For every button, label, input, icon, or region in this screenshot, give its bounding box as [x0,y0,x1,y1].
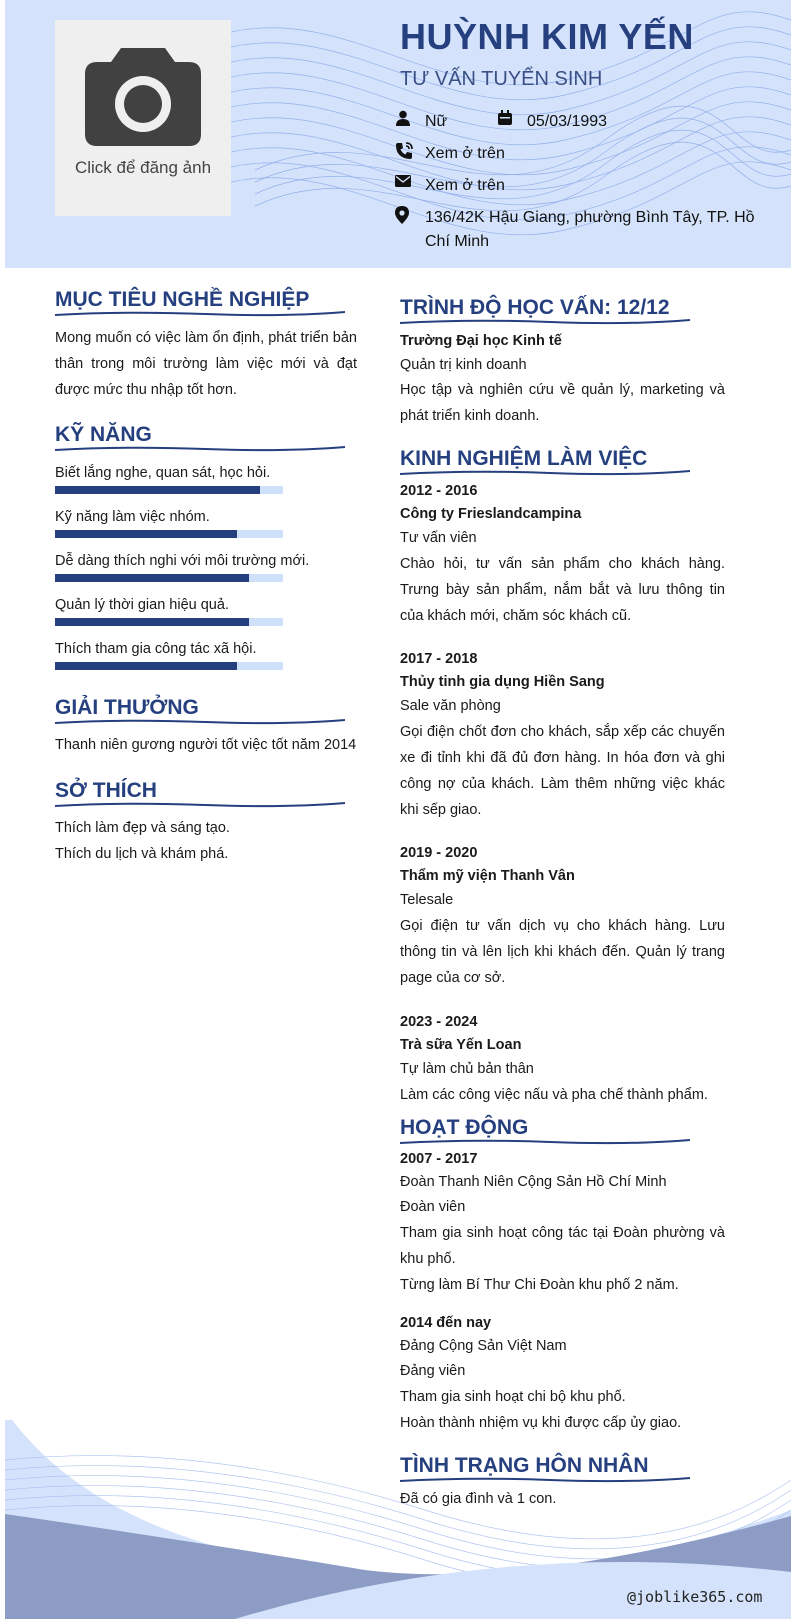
activity-period: 2014 đến nay [400,1315,492,1331]
education-major: Quản trị kinh doanh [400,357,527,373]
watermark: @joblike365.com [627,1588,763,1606]
experience-position: Tự làm chủ bản thân [400,1061,534,1077]
experience-period: 2023 - 2024 [400,1014,478,1030]
calendar-icon [497,110,527,131]
skill-label: Biết lắng nghe, quan sát, học hỏi. [55,465,271,481]
awards-title: GIẢI THƯỞNG [55,696,199,719]
email-value: Xem ở trên [425,177,505,194]
experience-description: Gọi điện tư vấn dịch vụ cho khách hàng. Lưu thông tin và lên lịch khi khách đến. Quản lý trang page của cơ sở. [400,918,725,986]
activity-role: Đoàn viên [400,1199,466,1215]
skill-bar [55,618,283,626]
experience-description: Làm các công việc nấu và pha chế thành phẩm. [400,1087,708,1103]
experience-underline [400,469,690,477]
email-row [395,174,505,198]
activity-role: Đảng viên [400,1363,466,1379]
education-underline [400,318,690,326]
career-goal-text: Mong muốn có việc làm ổn định, phát triển bản thân trong môi trường làm việc mới và đạt được mức thu nhập tốt hơn. [55,330,357,398]
photo-upload[interactable] [55,20,231,216]
envelope-icon [395,174,425,193]
experience-description: Gọi điện chốt đơn cho khách, sắp xếp các chuyến xe đi tỉnh khi đã đủ đơn hàng. In hóa đơn và ghi công nợ của khách. Làm thêm những việc khác khi sếp giao. [400,724,725,818]
career-goal-underline [55,310,345,318]
skill-label: Kỹ năng làm việc nhóm. [55,509,210,525]
experience-company: Thủy tinh gia dụng Hiền Sang [400,674,605,690]
education-title: TRÌNH ĐỘ HỌC VẤN: 12/12 [400,296,670,319]
activities-title: HOẠT ĐỘNG [400,1116,529,1139]
awards-underline [55,718,345,726]
candidate-name: HUỲNH KIM YẾN [400,16,694,57]
phone-icon [395,142,425,165]
experience-description: Chào hỏi, tư vấn sản phẩm cho khách hàng. Trưng bày sản phẩm, nắm bắt và lưu thông tin của khách mới, chăm sóc khách cũ. [400,556,725,624]
experience-company: Thẩm mỹ viện Thanh Vân [400,868,575,884]
birthdate-value: 05/03/1993 [527,113,608,130]
marital-text: Đã có gia đình và 1 con. [400,1491,557,1507]
phone-value: Xem ở trên [425,145,505,162]
camera-icon [85,48,201,148]
cv-page [5,0,791,1619]
skill-bar-fill [55,530,237,538]
skill-bar-fill [55,618,249,626]
skills-title: KỸ NĂNG [55,423,152,446]
activity-organization: Đoàn Thanh Niên Cộng Sản Hồ Chí Minh [400,1174,667,1190]
experience-position: Sale văn phòng [400,698,501,714]
skill-bar [55,530,283,538]
award-item: Thanh niên gương người tốt việc tốt năm 2014 [55,737,357,753]
experience-company: Trà sữa Yến Loan [400,1037,522,1053]
gender-value: Nữ [425,113,448,130]
skill-bar-fill [55,574,249,582]
address-row [395,206,755,254]
phone-row [395,142,505,166]
user-icon [395,110,425,131]
experience-period: 2019 - 2020 [400,845,478,861]
activity-line: Tham gia sinh hoạt công tác tại Đoàn phường và khu phố. [400,1225,725,1267]
career-goal-title: MỤC TIÊU NGHỀ NGHIỆP [55,288,310,311]
gender-row [395,110,447,134]
skill-bar-fill [55,486,260,494]
education-description: Học tập và nghiên cứu về quản lý, marketing và phát triển kinh doanh. [400,382,725,424]
skills-underline [55,445,345,453]
skill-label: Dễ dàng thích nghi với môi trường mới. [55,553,310,569]
skill-label: Thích tham gia công tác xã hội. [55,641,257,657]
hobbies-underline [55,801,345,809]
experience-period: 2017 - 2018 [400,651,478,667]
hobby-item: Thích du lịch và khám phá. [55,846,229,862]
activities-underline [400,1138,690,1146]
experience-company: Công ty Frieslandcampina [400,506,582,522]
hobbies-title: SỞ THÍCH [55,779,157,802]
activity-organization: Đảng Cộng Sản Việt Nam [400,1338,567,1354]
map-pin-icon [395,206,425,229]
experience-title: KINH NGHIỆM LÀM VIỆC [400,447,648,470]
hobby-item: Thích làm đẹp và sáng tạo. [55,820,230,836]
skill-label: Quản lý thời gian hiệu quả. [55,597,229,613]
experience-position: Telesale [400,892,454,908]
activity-line: Tham gia sinh hoạt chi bộ khu phố. [400,1389,626,1405]
photo-upload-label: Click để đăng ảnh [74,158,212,177]
birthdate-row [497,110,607,134]
activity-line: Từng làm Bí Thư Chi Đoàn khu phố 2 năm. [400,1277,679,1293]
activity-line: Hoàn thành nhiệm vụ khi được cấp ủy giao. [400,1415,682,1431]
skill-bar-fill [55,662,237,670]
marital-title: TÌNH TRẠNG HÔN NHÂN [400,1454,649,1477]
experience-position: Tư vấn viên [400,530,477,546]
education-school: Trường Đại học Kinh tế [400,333,562,349]
skill-bar [55,486,283,494]
address-value: 136/42K Hậu Giang, phường Bình Tây, TP. Hồ Chí Minh [425,209,755,250]
activity-period: 2007 - 2017 [400,1151,478,1167]
skill-bar [55,662,283,670]
experience-period: 2012 - 2016 [400,483,478,499]
marital-underline [400,1476,690,1484]
candidate-role: TƯ VẤN TUYỂN SINH [400,68,603,90]
skill-bar [55,574,283,582]
